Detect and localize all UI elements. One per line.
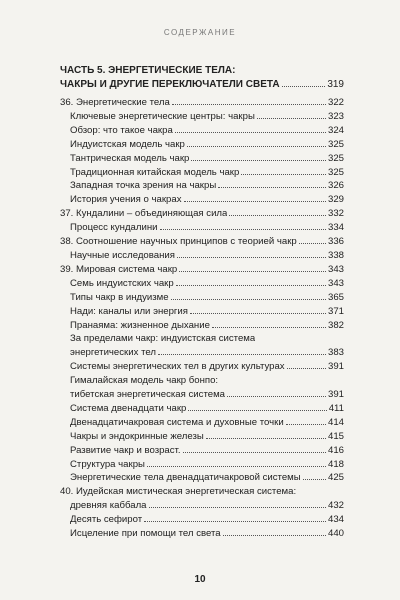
dot-leader (241, 174, 326, 175)
toc-entry-page: 391 (327, 361, 344, 373)
dot-leader (147, 466, 326, 467)
toc-entry (60, 263, 344, 277)
toc-entry-title: древняя каббала (70, 500, 147, 512)
toc-entry-title: Типы чакр в индуизме (70, 291, 169, 303)
toc-entry-title: Развитие чакр и возраст. (70, 444, 181, 456)
toc-entry-page: 334 (327, 222, 344, 234)
part-heading-line-2 (60, 78, 344, 92)
toc-entry-title: Индуистская модель чакр (70, 138, 185, 150)
toc-entry (60, 110, 344, 124)
toc-entry (60, 499, 344, 513)
part-heading-text-2: ЧАКРЫ И ДРУГИЕ ПЕРЕКЛЮЧАТЕЛИ СВЕТА (60, 79, 280, 90)
dot-leader (188, 410, 326, 411)
toc-entry-title: Западная точка зрения на чакры (70, 180, 217, 192)
toc-entry-page: 322 (327, 97, 344, 108)
toc-entry (60, 416, 344, 430)
toc-entry (60, 305, 344, 319)
dot-leader (286, 424, 326, 425)
part-heading (60, 64, 344, 92)
toc-entry-title: Структура чакры (70, 458, 145, 470)
toc-entry (60, 513, 344, 527)
toc-entry-page: 326 (327, 180, 344, 192)
dot-leader (176, 285, 326, 286)
toc-entry-page: 325 (327, 166, 344, 178)
toc-entry (60, 332, 344, 346)
toc-entry-title: 38. Соотношение научных принципов с теорией чакр (60, 236, 297, 248)
toc-entry-title: Тантрическая модель чакр (70, 152, 190, 164)
toc-entry (60, 430, 344, 444)
toc-entry (60, 249, 344, 263)
page-number: 10 (194, 574, 206, 585)
dot-leader (179, 271, 326, 272)
toc-entry (60, 458, 344, 472)
toc-entry-title: Семь индуистских чакр (70, 277, 174, 289)
dot-leader (177, 257, 326, 258)
toc-entry-page: 329 (327, 194, 344, 206)
part-heading-text-1: ЧАСТЬ 5. ЭНЕРГЕТИЧЕСКИЕ ТЕЛА: (60, 65, 236, 76)
toc-entry-page: 324 (327, 124, 344, 136)
table-of-contents (60, 96, 344, 541)
dot-leader (144, 521, 326, 522)
dot-leader (212, 327, 326, 328)
part-page-number: 319 (327, 79, 344, 90)
toc-entry-page: 391 (327, 389, 344, 401)
dot-leader (287, 368, 326, 369)
toc-entry-title: 36. Энергетические тела (60, 97, 170, 108)
toc-entry-title: Десять сефирот (70, 514, 143, 526)
toc-entry-page: 382 (327, 319, 344, 331)
dot-leader (184, 201, 326, 202)
toc-entry (60, 291, 344, 305)
toc-entry (60, 221, 344, 235)
toc-entry-title: История учения о чакрах (70, 194, 182, 206)
dot-leader (257, 118, 326, 119)
dot-leader (227, 396, 326, 397)
toc-entry (60, 319, 344, 333)
dot-leader (190, 313, 326, 314)
toc-entry (60, 124, 344, 138)
toc-entry-title: 37. Кундалини – объединяющая сила (60, 208, 228, 220)
toc-entry (60, 374, 344, 388)
toc-entry-title: 40. Иудейская мистическая энергетическая система: (60, 486, 297, 498)
toc-entry (60, 138, 344, 152)
toc-entry-title: Энергетические тела двенадцатичакровой системы (70, 472, 301, 484)
toc-entry (60, 402, 344, 416)
toc-entry-page: 371 (327, 305, 344, 317)
toc-entry-title: Традиционная китайская модель чакр (70, 166, 240, 178)
toc-entry-title: Научные исследования (70, 249, 175, 261)
toc-entry (60, 193, 344, 207)
toc-entry-title: энергетических тел (70, 347, 156, 359)
toc-entry (60, 152, 344, 166)
dot-leader (282, 86, 326, 87)
dot-leader (206, 438, 326, 439)
toc-entry-page: 383 (327, 347, 344, 359)
toc-entry-title: тибетская энергетическая система (70, 389, 226, 401)
toc-entry (60, 179, 344, 193)
running-header: СОДЕРЖАНИЕ (163, 28, 237, 37)
toc-entry (60, 388, 344, 402)
toc-entry-title: Обзор: что такое чакра (70, 124, 173, 136)
toc-entry-page: 434 (327, 514, 344, 526)
toc-entry-title: Ключевые энергетические центры: чакры (70, 110, 255, 122)
toc-entry-title: 39. Мировая система чакр (60, 263, 178, 275)
toc-entry-page: 415 (327, 430, 344, 442)
toc-entry-title: Пранаяма: жизненное дыхание (70, 319, 210, 331)
toc-entry-page: 332 (327, 208, 344, 220)
toc-entry-title: Гималайская модель чакр бонпо: (70, 375, 219, 387)
toc-entry (60, 96, 344, 110)
part-heading-line-1 (60, 64, 344, 78)
toc-entry-title: Исцеление при помощи тел света (70, 528, 221, 540)
dot-leader (183, 452, 326, 453)
toc-entry-page: 325 (327, 152, 344, 164)
dot-leader (149, 507, 326, 508)
dot-leader (160, 229, 326, 230)
toc-entry (60, 360, 344, 374)
toc-entry-page: 365 (327, 291, 344, 303)
dot-leader (171, 299, 326, 300)
toc-entry (60, 471, 344, 485)
toc-entry-title: Двенадцатичакровая система и духовные точки (70, 416, 284, 428)
toc-entry (60, 444, 344, 458)
dot-leader (299, 243, 326, 244)
dot-leader (187, 146, 326, 147)
dot-leader (172, 104, 326, 105)
toc-entry-title: Нади: каналы или энергия (70, 305, 188, 317)
toc-entry-page: 440 (327, 528, 344, 540)
dot-leader (303, 479, 326, 480)
dot-leader (191, 160, 326, 161)
toc-entry-page: 418 (327, 458, 344, 470)
dot-leader (158, 354, 326, 355)
toc-entry (60, 166, 344, 180)
toc-entry-page: 432 (327, 500, 344, 512)
dot-leader (218, 187, 326, 188)
toc-entry-title: Система двенадцати чакр (70, 402, 187, 414)
toc-entry-page: 323 (327, 110, 344, 122)
dot-leader (175, 132, 326, 133)
toc-entry-title: Системы энергетических тел в других культурах (70, 361, 285, 373)
toc-entry (60, 485, 344, 499)
dot-leader (229, 215, 326, 216)
toc-entry (60, 207, 344, 221)
toc-entry-page: 416 (327, 444, 344, 456)
toc-entry (60, 277, 344, 291)
toc-entry-page: 411 (328, 402, 344, 414)
toc-entry-title: За пределами чакр: индуистская система (70, 333, 256, 345)
toc-entry-page: 336 (327, 236, 344, 248)
toc-entry (60, 527, 344, 541)
toc-entry-page: 338 (327, 249, 344, 261)
toc-entry-page: 425 (327, 472, 344, 484)
toc-entry (60, 346, 344, 360)
toc-entry-page: 343 (327, 277, 344, 289)
toc-entry (60, 235, 344, 249)
dot-leader (223, 535, 326, 536)
toc-entry-page: 343 (327, 263, 344, 275)
toc-entry-title: Чакры и эндокринные железы (70, 430, 204, 442)
toc-entry-title: Процесс кундалини (70, 222, 158, 234)
toc-entry-page: 325 (327, 138, 344, 150)
toc-entry-page: 414 (327, 416, 344, 428)
